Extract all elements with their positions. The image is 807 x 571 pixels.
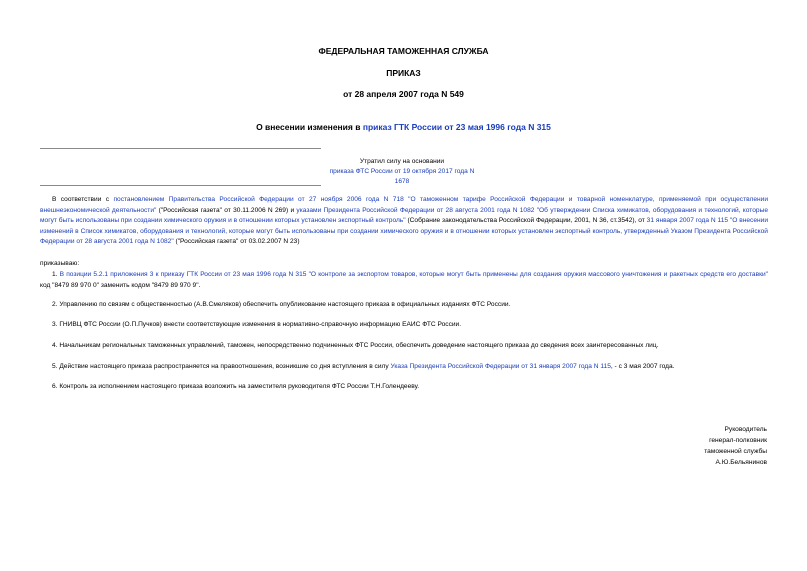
preamble-text-2: ("Российская газета" от 30.11.2006 N 269) и bbox=[156, 206, 297, 214]
subject-link[interactable]: приказ ГТК России от 23 мая 1996 года N 315 bbox=[362, 122, 551, 132]
signature-rank: генерал-полковник bbox=[709, 437, 767, 444]
item-4: 4. Начальникам региональных таможенных управлений, таможен, непосредственно подчиненных ФТС России, обеспечить доведение настоящего приказа до сведения всех заинтересованных лиц. bbox=[52, 342, 659, 349]
item-5-link[interactable]: Указа Президента Российской Федерации от 31 января 2007 года N 115 bbox=[390, 363, 611, 370]
signature-position: Руководитель bbox=[724, 426, 767, 433]
item-2: 2. Управлению по связям с общественностью (А.В.Смеляков) обеспечить опубликование настоящего приказа в официальных изданиях ФТС России. bbox=[52, 301, 511, 308]
preamble-link-decree-115[interactable]: 31 января 2007 года N 115 "О внесении изменений в Список химикатов, оборудования и технологий, которые могут быть использованы при создании химического оружия и в отношении которых установлен экспортный контроль, утвержденный Указом Президента Российской Федерации от 28 августа 2001 года N 1082" bbox=[40, 217, 769, 245]
status-link[interactable]: приказа ФТС России от 19 октября 2017 года N 1678 bbox=[329, 168, 475, 185]
preamble-text-1: В соответствии с bbox=[52, 196, 114, 203]
item-3: 3. ГНИВЦ ФТС России (О.П.Пучков) внести соответствующие изменения в нормативно-справочную информацию ЕАИС ФТС России. bbox=[52, 321, 462, 328]
item-6: 6. Контроль за исполнением настоящего приказа возложить на заместителя руководителя ФТС России Т.Н.Голендееву. bbox=[52, 383, 420, 390]
doc-type-title: ПРИКАЗ bbox=[386, 68, 421, 78]
preamble-text-4: ("Российская газета" от 03.02.2007 N 23) bbox=[173, 238, 300, 245]
bottom-rule bbox=[40, 185, 321, 186]
agency-title: ФЕДЕРАЛЬНАЯ ТАМОЖЕННАЯ СЛУЖБА bbox=[318, 46, 489, 56]
item-5-post: , - с 3 мая 2007 года. bbox=[610, 363, 675, 370]
preamble-text-3: (Собрание законодательства Российской Федерации, 2001, N 36, ст.3542), от bbox=[405, 217, 647, 224]
signature-service: таможенной службы bbox=[704, 448, 767, 455]
item-5 bbox=[40, 362, 768, 373]
preamble-link-decree-1082[interactable]: указами Президента Российской Федерации от 28 августа 2001 года N 1082 "Об утверждении Списка химикатов, оборудования и технологий, которые могут быть использованы при создании химического оружия и в отношении которых установлен экспортный контроль" bbox=[40, 206, 768, 224]
preamble-link-government[interactable]: постановлением Правительства Российской Федерации от 27 ноября 2006 года N 718 "О таможенном тарифе Российской Федерации и товарной номенклатуре, применяемой при осуществлении внешнеэкономической деятельности" bbox=[40, 196, 769, 214]
item-1 bbox=[40, 270, 768, 291]
item-1-link[interactable]: В позиции 5.2.1 приложения 3 к приказу ГТК России от 23 мая 1996 года N 315 "О контроле за экспортом товаров, которые могут быть применены для создания оружия массового уничтожения и ракетных средств его доставки" bbox=[59, 271, 768, 278]
item-5-text: 5. Действие настоящего приказа распространяется на правоотношения, возникшие со дня вступления в силу bbox=[52, 363, 391, 370]
order-word: приказываю: bbox=[40, 260, 80, 267]
doc-subject bbox=[0, 122, 807, 132]
item-1-rest: код "8479 89 970 0" заменить кодом "8479 89 970 9". bbox=[40, 281, 201, 289]
preamble-paragraph bbox=[40, 195, 768, 248]
status-note bbox=[322, 157, 482, 187]
item-1-number: 1. bbox=[52, 271, 60, 278]
signature-name: А.Ю.Бельянинов bbox=[715, 459, 767, 466]
signature-block bbox=[567, 424, 767, 468]
doc-date-number: от 28 апреля 2007 года N 549 bbox=[343, 89, 464, 99]
top-rule bbox=[40, 148, 321, 149]
status-line: Утратил силу на основании bbox=[359, 158, 445, 165]
subject-prefix: О внесении изменения в bbox=[256, 122, 363, 132]
